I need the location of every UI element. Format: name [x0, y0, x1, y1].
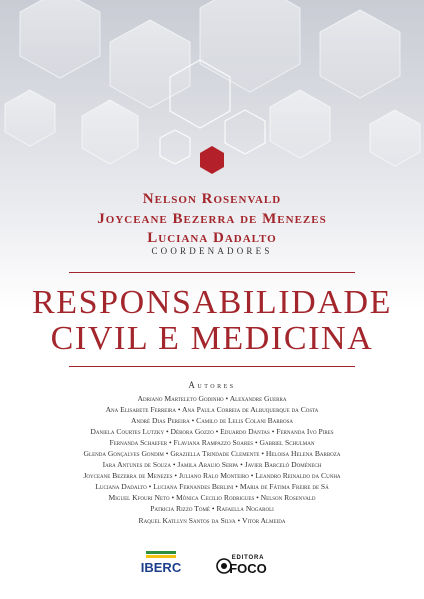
author-line: Joyceane Bezerra de Menezes • Juliano Ralo Monteiro • Leandro Reinaldo da Cunha [83, 471, 341, 481]
editor-name-3: Luciana Dadalto [147, 230, 277, 246]
foco-small-label: EDITORA [231, 555, 265, 561]
author-line: Raquel Katllyn Santos da Silva • Vitor Almeida [138, 515, 286, 525]
editor-name-2: Joyceane Bezerra de Menezes [97, 211, 327, 227]
author-line: Ana Elisabete Ferreira • Ana Paula Correia de Albuquerque da Costa [105, 405, 319, 415]
author-line: Miguel Kfouri Neto • Mônica Cecilio Rodrigues • Nelson Rosenvald [108, 493, 316, 503]
publisher-logos [0, 549, 424, 579]
author-line: Adriano Marteleto Godinho • Alexandre Guerra [137, 394, 287, 403]
red-hexagon-emblem [200, 146, 224, 174]
author-line: Daniela Courtes Lutzky • Débora Gozzo • Eduardo Dantas • Fernanda Ivo Pires [90, 427, 334, 437]
title-rule-top [69, 272, 355, 273]
iberc-logo [141, 551, 182, 575]
authors-list [0, 393, 424, 526]
author-line: Iara Antunes de Souza • Jamila Araujo Serpa • Javier Barceló Doménech [102, 460, 322, 470]
editors-role: COORDENADORES [151, 246, 273, 256]
authors-heading: Autores [188, 380, 236, 390]
foco-wordmark: FOCO [229, 561, 267, 576]
author-line: Patricia Rizzo Tomé • Rafaella Nogaroli [150, 504, 274, 514]
iberc-wordmark: IBERC [140, 560, 182, 575]
editor-name-1: Nelson Rosenvald [142, 191, 282, 207]
author-line: Glenda Gonçalves Gondim • Graziella Trindade Clemente • Heloisa Helena Barboza [83, 449, 341, 459]
book-title-line-2: CIVIL E MEDICINA [50, 320, 374, 357]
author-line: André Dias Pereira • Camilo de Lelis Colani Barbosa [130, 416, 294, 426]
author-line: Fernanda Schaefer • Flaviana Rampazzo Soares • Gabriel Schulman [109, 438, 315, 448]
foco-logo [217, 555, 267, 576]
title-rule-bottom [69, 366, 355, 367]
author-line: Luciana Dadalto • Luciana Fernandes Berlini • Maria de Fátima Freire de Sá [95, 482, 329, 492]
book-title-line-1: RESPONSABILIDADE [32, 284, 392, 321]
